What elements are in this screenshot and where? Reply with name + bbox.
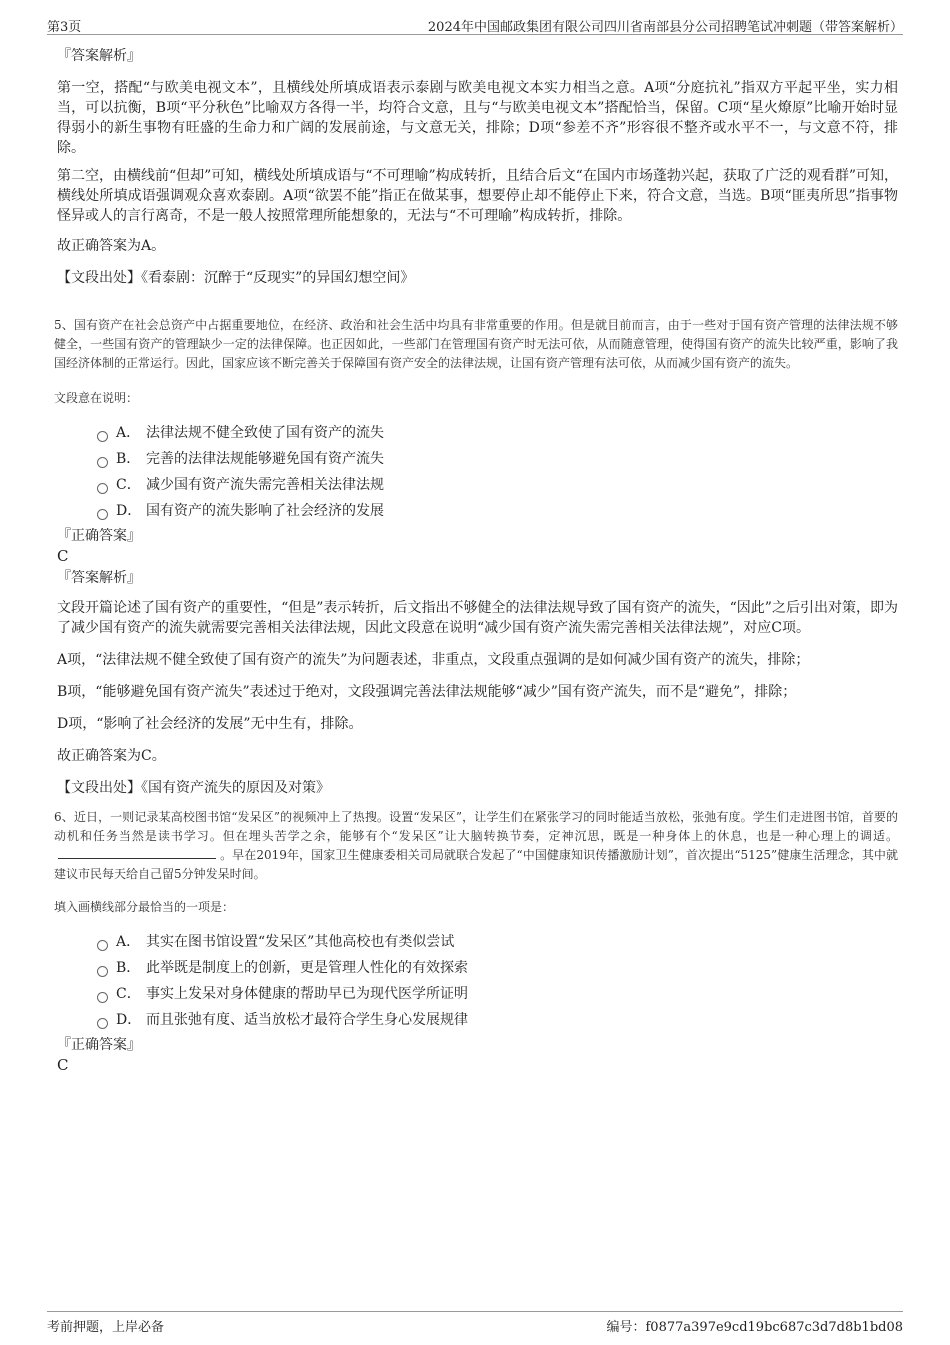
option-text: 事实上发呆对身体健康的帮助早已为现代医学所证明 bbox=[146, 986, 468, 1002]
option-letter: C． bbox=[116, 477, 141, 493]
q6-option-d[interactable] bbox=[97, 1007, 898, 1033]
option-letter: B． bbox=[116, 960, 141, 976]
q6-answer-label: 『正确答案』 bbox=[57, 1037, 141, 1053]
q5-analysis-p4: D项，“影响了社会经济的发展”无中生有，排除。 bbox=[57, 716, 363, 732]
footer-slogan: 考前押题，上岸必备 bbox=[47, 1320, 165, 1335]
radio-icon[interactable] bbox=[97, 457, 108, 468]
radio-icon[interactable] bbox=[97, 431, 108, 442]
q5-conclusion: 故正确答案为C。 bbox=[57, 748, 166, 764]
option-letter: D． bbox=[116, 1012, 142, 1028]
q5-analysis-label: 『答案解析』 bbox=[57, 570, 141, 586]
q5-option-c[interactable] bbox=[97, 472, 898, 498]
q6-options bbox=[97, 929, 898, 1033]
option-letter: B． bbox=[116, 451, 141, 467]
option-text: 减少国有资产流失需完善相关法律法规 bbox=[146, 477, 384, 493]
option-letter: A． bbox=[116, 425, 141, 441]
q6-answer: C bbox=[57, 1056, 69, 1074]
page-number: 第3页 bbox=[47, 20, 82, 35]
option-text: 国有资产的流失影响了社会经济的发展 bbox=[146, 503, 384, 519]
q4-source: 【文段出处】《看泰剧：沉醉于“反现实”的异国幻想空间》 bbox=[57, 270, 415, 286]
page-content bbox=[54, 46, 898, 1075]
q4-analysis-p1: 第一空，搭配“与欧美电视文本”，且横线处所填成语表示泰剧与欧美电视文本实力相当之意。A项“分庭抗礼”指双方平起平坐，实力相当，可以抗衡，B项“平分秋色”比喻双方各得一半，均符合文意，且与“与欧美电视文本”搭配恰当，保留。C项“星火燎原”比喻开始时显得弱小的新生事物有旺盛的生命力和广阔的发展前途，与文意无关，排除；D项“参差不齐”形容很不整齐或水平不一，与文意不符，排除。 bbox=[57, 80, 898, 156]
option-letter: D． bbox=[116, 503, 142, 519]
fill-in-blank bbox=[58, 846, 216, 859]
q6-option-c[interactable] bbox=[97, 981, 898, 1007]
radio-icon[interactable] bbox=[97, 483, 108, 494]
q5-option-d[interactable] bbox=[97, 498, 898, 524]
q4-analysis-p2: 第二空，由横线前“但却”可知，横线处所填成语与“不可理喻”构成转折，且结合后文“在国内市场蓬勃兴起，获取了广泛的观看群”可知，横线处所填成语强调观众喜欢泰剧。A项“欲罢不能”指正在做某事，想要停止却不能停止下来，符合文意，当选。B项“匪夷所思”指事物怪异或人的言行离奇，不是一般人按照常理所能想象的，无法与“不可理喻”构成转折，排除。 bbox=[57, 168, 898, 224]
q5-analysis-p2: A项，“法律法规不健全致使了国有资产的流失”为问题表述，非重点，文段重点强调的是如何减少国有资产的流失，排除； bbox=[57, 652, 810, 668]
option-text: 法律法规不健全致使了国有资产的流失 bbox=[146, 425, 384, 441]
document-id: 编号：f0877a397e9cd19bc687c3d7d8b1bd08 bbox=[606, 1320, 903, 1335]
q5-answer-label: 『正确答案』 bbox=[57, 528, 141, 544]
q5-analysis-p1: 文段开篇论述了国有资产的重要性，“但是”表示转折，后文指出不够健全的法律法规导致了国有资产的流失，“因此”之后引出对策，即为了减少国有资产的流失就需要完善相关法律法规，因此文段意在说明“减少国有资产流失需完善相关法律法规”，对应C项。 bbox=[57, 600, 898, 636]
option-letter: C． bbox=[116, 986, 141, 1002]
radio-icon[interactable] bbox=[97, 509, 108, 520]
q6-option-b[interactable] bbox=[97, 955, 898, 981]
radio-icon[interactable] bbox=[97, 966, 108, 977]
q5-source: 【文段出处】《国有资产流失的原因及对策》 bbox=[57, 780, 330, 796]
option-text: 其实在图书馆设置“发呆区”其他高校也有类似尝试 bbox=[146, 934, 455, 950]
q6-prompt: 填入画横线部分最恰当的一项是： bbox=[54, 900, 235, 914]
q6-stem-before: 6、近日，一则记录某高校图书馆“发呆区”的视频冲上了热搜。设置“发呆区”，让学生们在紧张学习的同时能适当放松，张弛有度。学生们走进图书馆，首要的动机和任务当然是读书学习。但在埋头苦学之余，能够有个“发呆区”让大脑转换节奏，定神沉思，既是一种身体上的休息，也是一种心理上的调适。 bbox=[54, 810, 898, 843]
q5-prompt: 文段意在说明： bbox=[54, 391, 139, 405]
option-text: 此举既是制度上的创新，更是管理人性化的有效探索 bbox=[146, 960, 468, 976]
q4-analysis-label: 『答案解析』 bbox=[57, 48, 141, 64]
page-header bbox=[47, 14, 903, 35]
q4-conclusion: 故正确答案为A。 bbox=[57, 238, 166, 254]
q5-option-b[interactable] bbox=[97, 446, 898, 472]
q5-answer: C bbox=[57, 547, 69, 565]
radio-icon[interactable] bbox=[97, 992, 108, 1003]
q5-stem: 5、国有资产在社会总资产中占据重要地位，在经济、政治和社会生活中均具有非常重要的作用。但是就目前而言，由于一些对于国有资产管理的法律法规不够健全，一些国有资产的管理缺少一定的法律保障。也正因如此，一些部门在管理国有资产时无法可依，从而随意管理，使得国有资产的流失比较严重，影响了我国经济体制的正常运行。因此，国家应该不断完善关于保障国有资产安全的法律法规，让国有资产管理有法可依，从而减少国有资产的流失。 bbox=[54, 318, 898, 370]
page-footer bbox=[47, 1311, 903, 1338]
q6-stem bbox=[54, 808, 898, 884]
radio-icon[interactable] bbox=[97, 940, 108, 951]
option-text: 而且张弛有度、适当放松才最符合学生身心发展规律 bbox=[146, 1012, 468, 1028]
q6-stem-after: 。早在2019年，国家卫生健康委相关司局就联合发起了“中国健康知识传播激励计划”，首次提出“5125”健康生活理念，其中就建议市民每天给自己留5分钟发呆时间。 bbox=[54, 848, 898, 881]
radio-icon[interactable] bbox=[97, 1018, 108, 1029]
q6-option-a[interactable] bbox=[97, 929, 898, 955]
q5-option-a[interactable] bbox=[97, 420, 898, 446]
q5-analysis-p3: B项，“能够避免国有资产流失”表述过于绝对，文段强调完善法律法规能够“减少”国有资产流失，而不是“避免”，排除； bbox=[57, 684, 797, 700]
q5-options bbox=[97, 420, 898, 524]
document-title: 2024年中国邮政集团有限公司四川省南部县分公司招聘笔试冲刺题（带答案解析） bbox=[427, 20, 903, 35]
option-text: 完善的法律法规能够避免国有资产流失 bbox=[146, 451, 384, 467]
option-letter: A． bbox=[116, 934, 141, 950]
